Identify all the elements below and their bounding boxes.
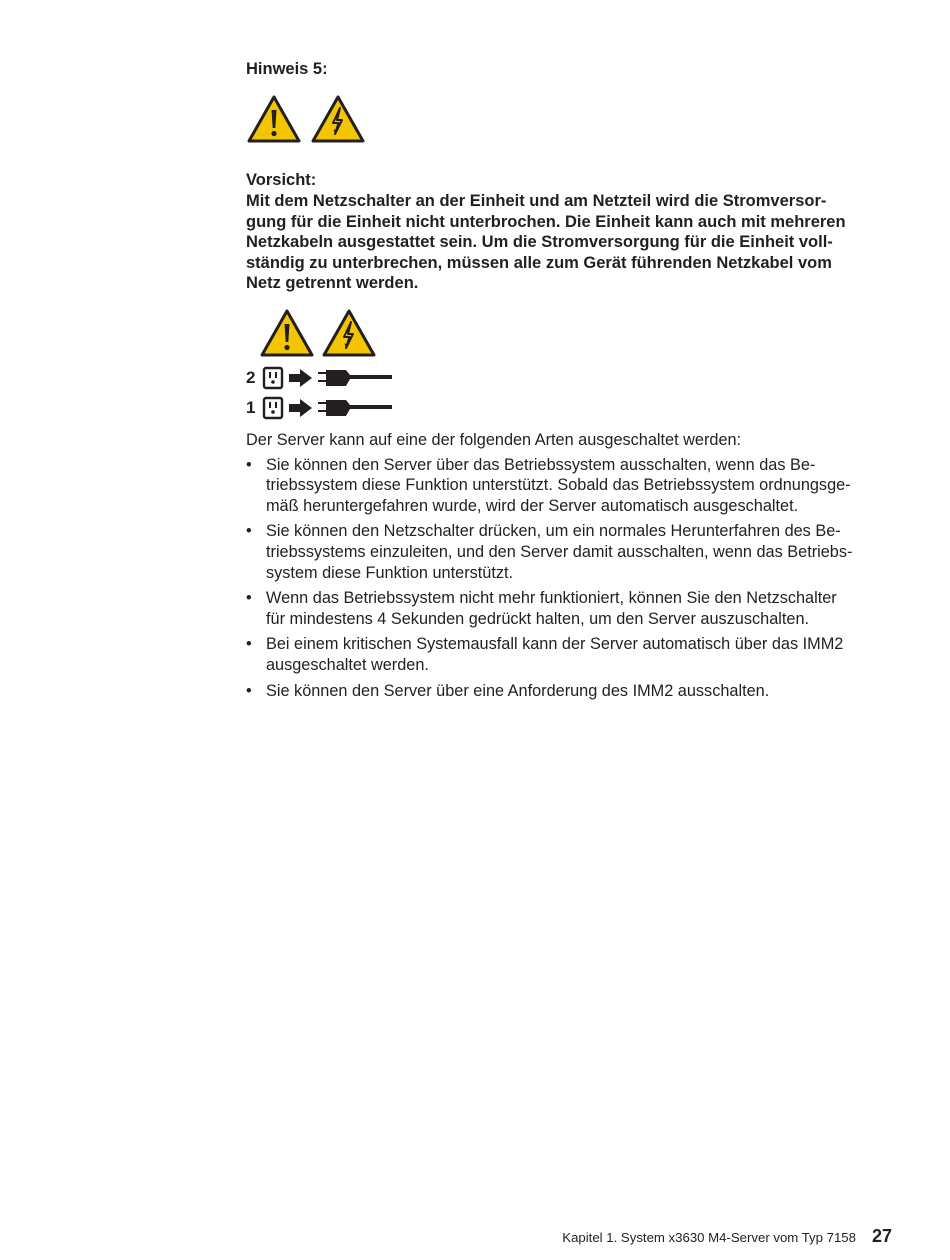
shutdown-options-list — [246, 455, 894, 702]
list-item-line: mäß heruntergefahren wurde, wird der Server automatisch ausgeschaltet. — [266, 496, 799, 515]
page-number: 27 — [871, 1226, 892, 1246]
caution-line: ständig zu unterbrechen, müssen alle zum Gerät führenden Netzkabel vom — [246, 253, 832, 272]
list-item-line: system diese Funktion unterstützt. — [266, 563, 514, 582]
list-item-line: Sie können den Server über das Betriebssystem ausschalten, wenn das Be- — [266, 455, 816, 474]
caution-line: Netz getrennt werden. — [246, 274, 419, 293]
page-content — [246, 58, 894, 706]
unplug-step-2 — [246, 364, 894, 392]
step-number: 2 — [246, 367, 256, 387]
bullet: • — [246, 635, 252, 654]
list-item-line: Bei einem kritischen Systemausfall kann der Server automatisch über das IMM2 — [266, 635, 844, 654]
warning-exclamation-icon — [259, 308, 315, 358]
list-item-line: für mindestens 4 Sekunden gedrückt halten, um den Server auszuschalten. — [266, 609, 810, 628]
caution-line: Mit dem Netzschalter an der Einheit und am Netzteil wird die Stromversor- — [246, 192, 827, 210]
chapter-title: Kapitel 1. System x3630 M4-Server vom Typ 7158 — [562, 1230, 856, 1245]
notice-title: Hinweis 5: — [246, 60, 328, 78]
list-item — [246, 681, 894, 702]
list-item-line: Sie können den Netzschalter drücken, um ein normales Herunterfahren des Be- — [266, 522, 841, 541]
list-item — [246, 588, 894, 629]
caution-line: Netzkabeln ausgestattet sein. Um die Stromversorgung für die Einheit voll- — [246, 233, 833, 252]
page-footer — [562, 1226, 892, 1247]
unplug-cord-icon — [262, 396, 392, 420]
step-number: 1 — [246, 397, 256, 417]
intro-text: Der Server kann auf eine der folgenden Arten ausgeschaltet werden: — [246, 430, 742, 449]
list-item — [246, 455, 894, 517]
warning-exclamation-icon — [246, 94, 302, 144]
caution-label: Vorsicht: — [246, 171, 317, 189]
bullet: • — [246, 681, 252, 700]
bullet: • — [246, 589, 252, 608]
bullet: • — [246, 455, 252, 474]
list-item-line: triebssystems einzuleiten, und den Server damit ausschalten, wenn das Betriebs- — [266, 542, 853, 561]
caution-line: gung für die Einheit nicht unterbrochen. Die Einheit kann auch mit mehreren — [246, 212, 846, 231]
unplug-step-1 — [246, 394, 894, 422]
list-item — [246, 634, 894, 675]
bullet: • — [246, 522, 252, 541]
list-item — [246, 521, 894, 583]
electrical-hazard-icon — [321, 308, 377, 358]
list-item-line: Wenn das Betriebssystem nicht mehr funktioniert, können Sie den Netzschalter — [266, 589, 837, 608]
list-item-line: triebssystem diese Funktion unterstützt. Sobald das Betriebssystem ordnungsge- — [266, 476, 851, 495]
list-item-line: Sie können den Server über eine Anforderung des IMM2 ausschalten. — [266, 681, 770, 700]
electrical-hazard-icon — [310, 94, 366, 144]
caution-text — [246, 191, 894, 294]
unplug-cord-icon — [262, 366, 392, 390]
hazard-icons-illustration — [259, 308, 894, 358]
hazard-icons — [246, 94, 894, 144]
list-item-line: ausgeschaltet werden. — [266, 655, 429, 674]
